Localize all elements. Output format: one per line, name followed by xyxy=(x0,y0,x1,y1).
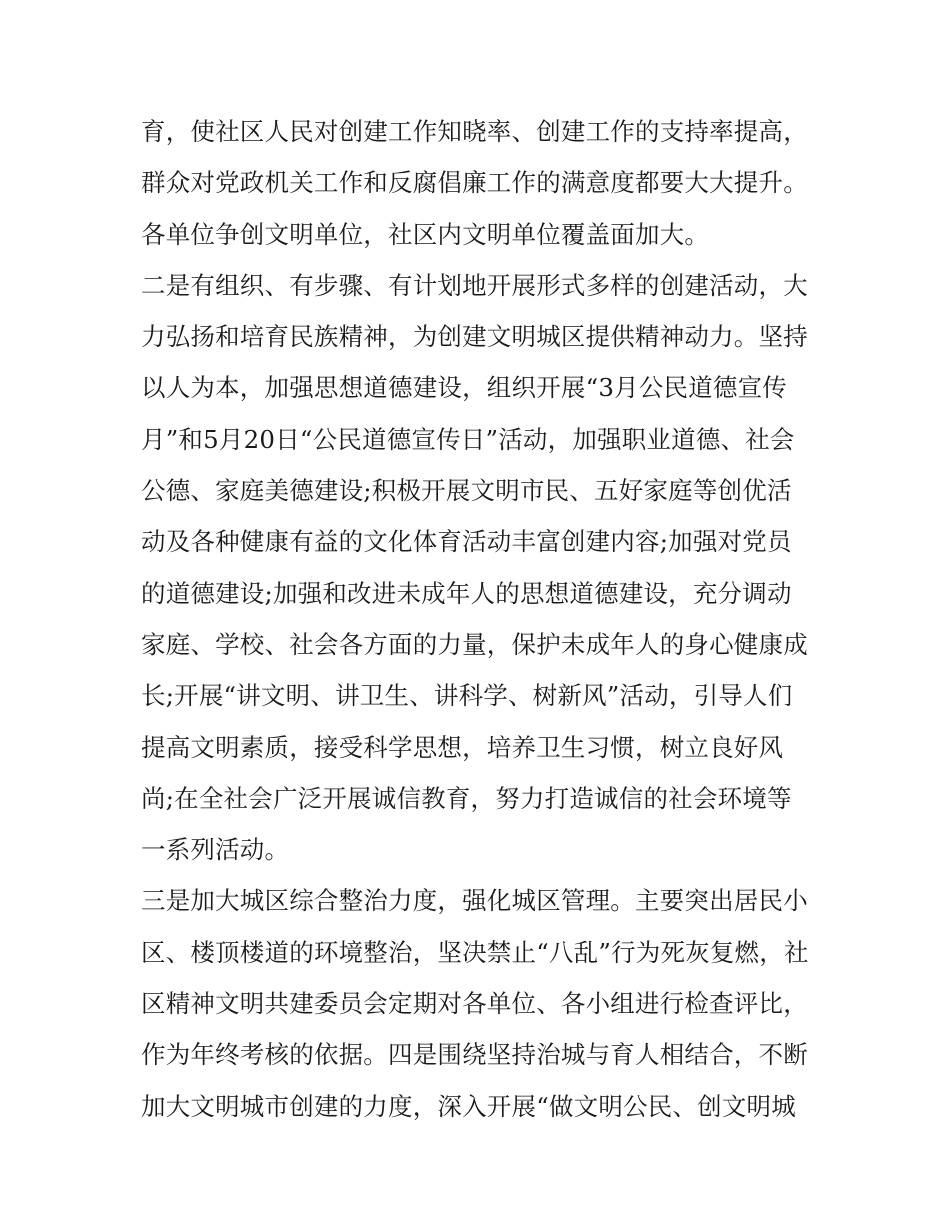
text-line: 力弘扬和培育民族精神，为创建文明城区提供精神动力。坚持 xyxy=(141,322,808,352)
text-line: 各单位争创文明单位，社区内文明单位覆盖面加大。 xyxy=(141,219,710,249)
text-line: 家庭、学校、社会各方面的力量，保护未成年人的身心健康成 xyxy=(141,629,808,659)
text-line: 育，使社区人民对创建工作知晓率、创建工作的支持率提高， xyxy=(141,117,808,146)
text-line: 区精神文明共建委员会定期对各单位、各小组进行检查评比， xyxy=(141,989,808,1019)
text-line: 以人为本，加强思想道德建设，组织开展“3月公民道德宣传 xyxy=(141,373,788,403)
text-line: 的道德建设;加强和改进未成年人的思想道德建设，充分调动 xyxy=(141,578,792,608)
text-line: 三是加大城区综合整治力度，强化城区管理。主要突出居民小 xyxy=(141,886,808,916)
text-line: 二是有组织、有步骤、有计划地开展形式多样的创建活动，大 xyxy=(141,270,808,300)
text-line: 作为年终考核的依据。四是围绕坚持治城与育人相结合，不断 xyxy=(141,1040,808,1070)
text-line: 一系列活动。 xyxy=(141,835,290,865)
text-line: 动及各种健康有益的文化体育活动丰富创建内容;加强对党员 xyxy=(141,527,792,557)
text-line: 长;开展“讲文明、讲卫生、讲科学、树新风”活动，引导人们 xyxy=(141,681,793,711)
body-text xyxy=(141,106,821,1132)
text-line: 加大文明城市创建的力度，深入开展“做文明公民、创文明城 xyxy=(141,1091,796,1121)
text-line: 公德、家庭美德建设;积极开展文明市民、五好家庭等创优活 xyxy=(141,476,792,506)
text-line: 提高文明素质，接受科学思想，培养卫生习惯，树立良好风 xyxy=(141,732,784,762)
text-line: 尚;在全社会广泛开展诚信教育，努力打造诚信的社会环境等 xyxy=(141,783,792,813)
text-line: 群众对党政机关工作和反腐倡廉工作的满意度都要大大提升。 xyxy=(141,168,808,198)
text-line: 区、楼顶楼道的环境整治，坚决禁止“八乱”行为死灰复燃，社 xyxy=(141,937,809,967)
text-line: 月”和5月20日“公民道德宣传日”活动，加强职业道德、社会 xyxy=(141,424,795,454)
